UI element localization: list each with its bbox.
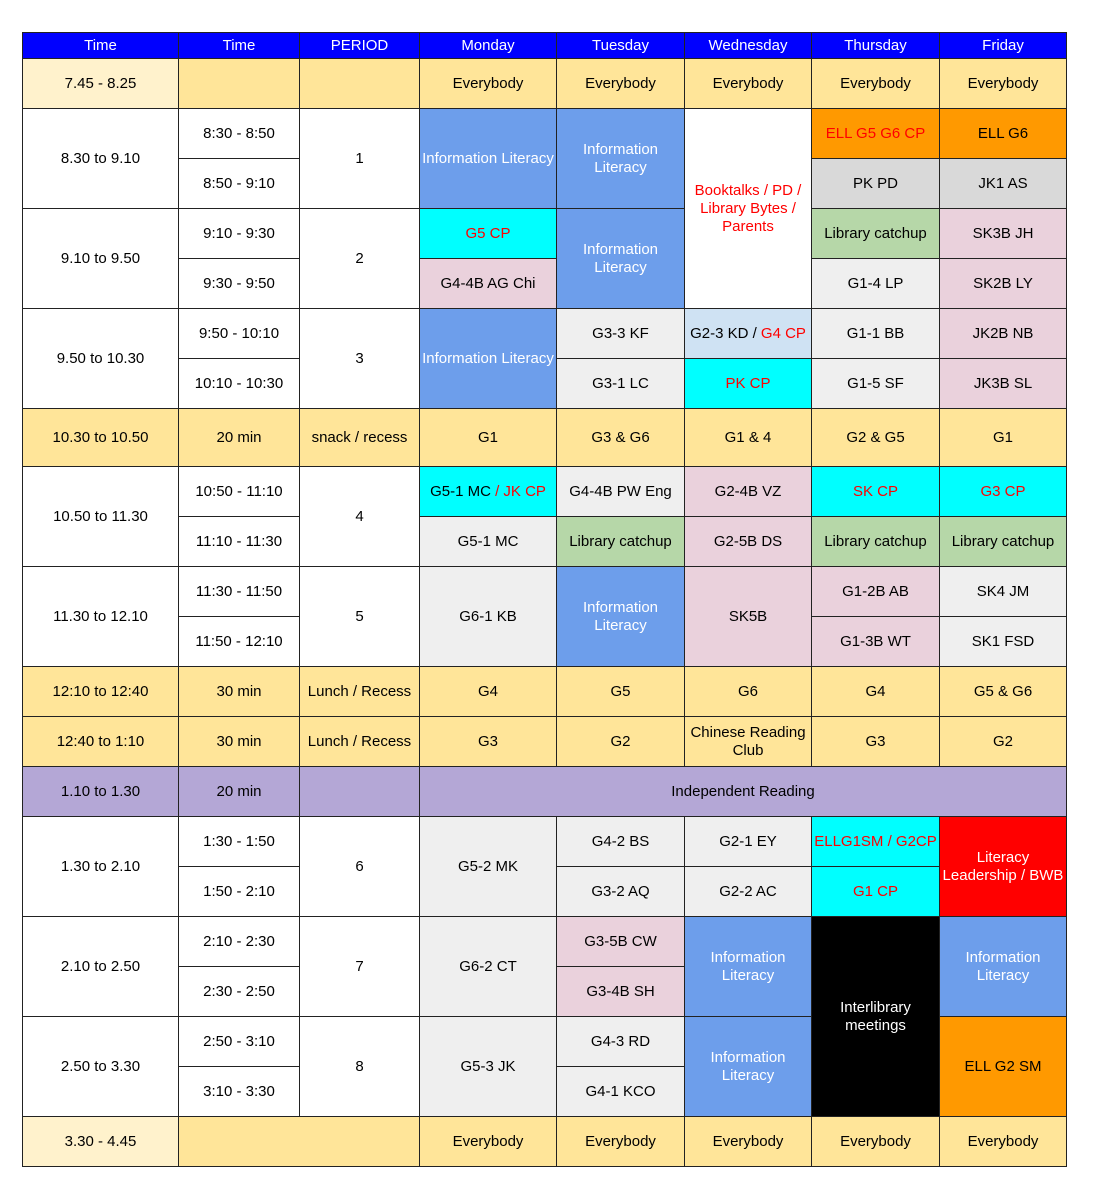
schedule-cell — [557, 667, 685, 717]
cell-text: 4 — [355, 507, 364, 525]
cell-text: G1-2B AB — [842, 582, 909, 600]
cell-text: G1-1 BB — [846, 324, 905, 342]
schedule-cell — [685, 1017, 812, 1117]
schedule-cell — [557, 409, 685, 467]
schedule-cell — [420, 767, 1067, 817]
schedule-cell — [685, 667, 812, 717]
cell-text: G1 CP — [852, 882, 898, 900]
schedule-cell — [812, 359, 940, 409]
cell-text: G5-1 MC — [457, 532, 519, 550]
schedule-cell — [940, 567, 1067, 617]
schedule-cell — [420, 309, 557, 409]
schedule-cell — [179, 667, 300, 717]
table-row — [23, 667, 1067, 717]
schedule-cell — [300, 59, 420, 109]
schedule-cell — [557, 109, 685, 209]
schedule-cell — [23, 59, 179, 109]
cell-text-segment: G4 CP — [760, 324, 806, 342]
cell-text: 8 — [355, 1057, 364, 1075]
schedule-cell — [179, 917, 300, 967]
schedule-cell — [557, 309, 685, 359]
schedule-cell — [812, 817, 940, 867]
cell-text: 12:40 to 1:10 — [56, 732, 145, 750]
cell-text: SK CP — [852, 482, 898, 500]
cell-text-segment: G5-1 MC — [430, 482, 496, 500]
header-tuesday: Tuesday — [557, 33, 685, 59]
cell-text: JK1 AS — [978, 174, 1028, 192]
cell-text: G5 — [610, 682, 631, 700]
cell-text: G1-4 LP — [847, 274, 904, 292]
cell-text: ELLG1SM / G2CP — [814, 832, 937, 850]
schedule-cell — [685, 467, 812, 517]
cell-text: G3-5B CW — [584, 932, 657, 950]
cell-text: 8.30 to 9.10 — [60, 149, 141, 167]
cell-text: Library catchup — [824, 532, 927, 550]
cell-text: Information Literacy — [422, 149, 554, 167]
cell-text: 1 — [355, 149, 364, 167]
cell-text: 2:50 - 3:10 — [203, 1032, 275, 1050]
cell-text: G4 — [865, 682, 886, 700]
cell-text: 2:10 - 2:30 — [203, 932, 275, 950]
schedule-cell — [940, 667, 1067, 717]
cell-text: G1 — [477, 428, 498, 446]
header-friday: Friday — [940, 33, 1067, 59]
cell-text: G4-4B AG Chi — [440, 274, 536, 292]
cell-text: G3 — [477, 732, 498, 750]
schedule-cell — [23, 717, 179, 767]
schedule-cell — [179, 967, 300, 1017]
table-row — [23, 1117, 1067, 1167]
cell-text: 9.10 to 9.50 — [60, 249, 141, 267]
cell-text: ELL G5 G6 CP — [825, 124, 926, 142]
schedule-cell — [685, 817, 812, 867]
cell-text-segment: / JK CP — [495, 482, 546, 500]
cell-text: G3 & G6 — [591, 428, 650, 446]
schedule-cell — [812, 867, 940, 917]
schedule-cell — [300, 667, 420, 717]
cell-text: Booktalks / PD / Library Bytes / Parents — [694, 181, 802, 235]
cell-text: 11.30 to 12.10 — [53, 607, 148, 625]
cell-text: Everybody — [452, 1132, 524, 1150]
schedule-cell — [300, 109, 420, 209]
cell-text: Library catchup — [569, 532, 672, 550]
cell-text: 7.45 - 8.25 — [64, 74, 137, 92]
header-time: Time — [23, 33, 179, 59]
schedule-cell — [23, 567, 179, 667]
cell-text: Chinese Reading Club — [690, 723, 806, 759]
cell-text: 9:10 - 9:30 — [203, 224, 275, 242]
schedule-cell — [812, 109, 940, 159]
schedule-cell — [812, 1117, 940, 1167]
cell-text: 10.50 to 11.30 — [53, 507, 148, 525]
cell-text: 2:30 - 2:50 — [203, 982, 275, 1000]
cell-text: 11:10 - 11:30 — [195, 532, 283, 550]
schedule-cell — [812, 517, 940, 567]
schedule-cell — [179, 259, 300, 309]
cell-text: 2.10 to 2.50 — [60, 957, 141, 975]
schedule-cell — [557, 567, 685, 667]
schedule-cell — [420, 467, 557, 517]
schedule-cell — [179, 817, 300, 867]
schedule-cell — [23, 1017, 179, 1117]
cell-text: G4-2 BS — [591, 832, 650, 850]
schedule-cell — [940, 359, 1067, 409]
schedule-cell — [685, 567, 812, 667]
schedule-cell — [420, 1117, 557, 1167]
schedule-cell — [812, 259, 940, 309]
cell-text: 1:30 - 1:50 — [203, 832, 275, 850]
cell-text: 8:50 - 9:10 — [203, 174, 275, 192]
schedule-cell — [557, 1117, 685, 1167]
schedule-cell — [940, 409, 1067, 467]
cell-text: ELL G2 SM — [964, 1057, 1042, 1075]
schedule-cell — [685, 917, 812, 1017]
cell-text: G2-1 EY — [719, 832, 777, 850]
library-timetable — [22, 32, 1067, 1167]
schedule-cell — [420, 259, 557, 309]
schedule-cell — [23, 409, 179, 467]
schedule-cell — [685, 717, 812, 767]
table-row — [23, 309, 1067, 359]
schedule-cell — [179, 409, 300, 467]
cell-text: SK1 FSD — [971, 632, 1035, 650]
schedule-cell — [812, 159, 940, 209]
cell-text: 9.50 to 10.30 — [56, 349, 145, 367]
schedule-cell — [23, 309, 179, 409]
schedule-cell — [420, 1017, 557, 1117]
schedule-cell — [23, 917, 179, 1017]
cell-text: G1 & 4 — [724, 428, 772, 446]
schedule-cell — [300, 717, 420, 767]
cell-text: 2.50 to 3.30 — [60, 1057, 141, 1075]
table-row — [23, 59, 1067, 109]
cell-text: G5-2 MK — [457, 857, 518, 875]
schedule-cell — [179, 209, 300, 259]
schedule-cell — [812, 917, 940, 1117]
table-row — [23, 259, 1067, 309]
cell-text: G4-4B PW Eng — [569, 482, 672, 500]
schedule-cell — [420, 517, 557, 567]
schedule-cell — [179, 567, 300, 617]
schedule-cell — [420, 567, 557, 667]
schedule-cell — [300, 409, 420, 467]
schedule-cell — [557, 867, 685, 917]
cell-text: Lunch / Recess — [307, 682, 412, 700]
schedule-cell — [300, 817, 420, 917]
cell-text: G3-4B SH — [586, 982, 655, 1000]
cell-text: Everybody — [585, 1132, 656, 1150]
header-wednesday: Wednesday — [685, 33, 812, 59]
schedule-cell — [179, 309, 300, 359]
cell-text: G3-2 AQ — [591, 882, 650, 900]
schedule-cell — [557, 517, 685, 567]
cell-text: Lunch / Recess — [307, 732, 412, 750]
cell-text: G5-3 JK — [460, 1057, 516, 1075]
schedule-cell — [940, 717, 1067, 767]
schedule-cell — [420, 209, 557, 259]
cell-text: Interlibrary meetings — [840, 998, 911, 1034]
schedule-cell — [812, 409, 940, 467]
schedule-cell — [940, 467, 1067, 517]
cell-text: snack / recess — [311, 428, 408, 446]
schedule-cell — [685, 517, 812, 567]
cell-text: G5 CP — [465, 224, 511, 242]
header-time-slot: Time — [179, 33, 300, 59]
schedule-cell — [940, 817, 1067, 917]
schedule-cell — [179, 59, 300, 109]
cell-text: Library catchup — [824, 224, 927, 242]
schedule-cell — [300, 1017, 420, 1117]
schedule-cell — [940, 209, 1067, 259]
schedule-cell — [812, 467, 940, 517]
schedule-cell — [420, 667, 557, 717]
header-thursday: Thursday — [812, 33, 940, 59]
schedule-cell — [420, 59, 557, 109]
schedule-cell — [685, 59, 812, 109]
schedule-cell — [23, 209, 179, 309]
table-row — [23, 209, 1067, 259]
cell-text: G5 & G6 — [973, 682, 1033, 700]
cell-text: G2 & G5 — [846, 428, 905, 446]
cell-text: SK5B — [728, 607, 768, 625]
schedule-cell — [23, 667, 179, 717]
cell-text: 7 — [355, 957, 364, 975]
cell-text: 3:10 - 3:30 — [203, 1082, 275, 1100]
schedule-cell — [685, 359, 812, 409]
cell-text: Everybody — [840, 74, 911, 92]
schedule-cell — [179, 159, 300, 209]
cell-text: 12:10 to 12:40 — [52, 682, 149, 700]
schedule-cell — [300, 567, 420, 667]
cell-text: 1:50 - 2:10 — [203, 882, 275, 900]
schedule-cell — [179, 617, 300, 667]
cell-text: Information Literacy — [582, 240, 659, 276]
cell-text: Information Literacy — [582, 598, 659, 634]
cell-text: G2 — [610, 732, 631, 750]
schedule-cell — [23, 817, 179, 917]
cell-text: G6-1 KB — [459, 607, 517, 625]
cell-text: G2 — [992, 732, 1013, 750]
schedule-cell — [179, 867, 300, 917]
table-row — [23, 717, 1067, 767]
schedule-cell — [420, 409, 557, 467]
cell-text: SK4 JM — [976, 582, 1030, 600]
schedule-cell — [420, 817, 557, 917]
schedule-cell — [685, 1117, 812, 1167]
cell-text: G2-4B VZ — [714, 482, 782, 500]
cell-text: G2-2 AC — [719, 882, 777, 900]
schedule-cell — [420, 917, 557, 1017]
schedule-cell — [812, 717, 940, 767]
schedule-cell — [557, 359, 685, 409]
cell-text: Information Literacy — [422, 349, 554, 367]
cell-text: 10:50 - 11:10 — [195, 482, 283, 500]
schedule-cell — [179, 767, 300, 817]
cell-text: Everybody — [585, 74, 656, 92]
schedule-cell — [940, 259, 1067, 309]
cell-text: G1-5 SF — [847, 374, 904, 392]
schedule-cell — [557, 717, 685, 767]
schedule-cell — [940, 617, 1067, 667]
cell-text: Information Literacy — [582, 140, 659, 176]
cell-text: JK2B NB — [972, 324, 1034, 342]
table-row — [23, 467, 1067, 517]
schedule-cell — [940, 59, 1067, 109]
schedule-cell — [557, 967, 685, 1017]
cell-text: G4-1 KCO — [585, 1082, 656, 1100]
schedule-cell — [557, 817, 685, 867]
table-row — [23, 817, 1067, 867]
cell-text: G3-1 LC — [592, 374, 649, 392]
schedule-cell — [420, 717, 557, 767]
cell-text: G1-3B WT — [840, 632, 911, 650]
table-row — [23, 917, 1067, 967]
schedule-cell — [300, 917, 420, 1017]
schedule-cell — [812, 617, 940, 667]
cell-text: Literacy Leadership / BWB — [942, 848, 1064, 884]
cell-text: JK3B SL — [973, 374, 1033, 392]
schedule-cell — [23, 109, 179, 209]
schedule-cell — [179, 467, 300, 517]
cell-text: 20 min — [216, 428, 262, 446]
schedule-cell — [940, 1017, 1067, 1117]
cell-text: Everybody — [967, 1132, 1039, 1150]
schedule-cell — [557, 467, 685, 517]
schedule-cell — [812, 309, 940, 359]
cell-text: 2 — [355, 249, 364, 267]
schedule-cell — [940, 109, 1067, 159]
schedule-cell — [812, 209, 940, 259]
cell-text: G6-2 CT — [459, 957, 517, 975]
cell-text: 30 min — [216, 682, 262, 700]
cell-text: 30 min — [216, 732, 262, 750]
schedule-cell — [685, 867, 812, 917]
cell-text: Everybody — [712, 1132, 784, 1150]
table-row — [23, 517, 1067, 567]
schedule-cell — [179, 1017, 300, 1067]
schedule-cell — [300, 309, 420, 409]
schedule-cell — [812, 567, 940, 617]
cell-text: G6 — [737, 682, 758, 700]
cell-text: 8:30 - 8:50 — [203, 124, 275, 142]
cell-text: 9:30 - 9:50 — [203, 274, 275, 292]
cell-text: Everybody — [452, 74, 524, 92]
cell-text: 20 min — [216, 782, 262, 800]
cell-text: Library catchup — [951, 532, 1055, 550]
cell-text: Everybody — [840, 1132, 911, 1150]
cell-text: Information Literacy — [710, 1048, 786, 1084]
schedule-cell — [179, 1117, 420, 1167]
table-row — [23, 567, 1067, 617]
schedule-cell — [940, 917, 1067, 1017]
cell-text: SK3B JH — [972, 224, 1034, 242]
cell-text: G2-5B DS — [713, 532, 783, 550]
cell-text: 10.30 to 10.50 — [52, 428, 149, 446]
cell-text: PK PD — [852, 174, 898, 192]
table-row — [23, 409, 1067, 467]
schedule-cell — [685, 109, 812, 309]
schedule-cell — [179, 109, 300, 159]
table-row — [23, 109, 1067, 159]
cell-text: Everybody — [712, 74, 784, 92]
schedule-cell — [557, 1067, 685, 1117]
cell-text: 11:30 - 11:50 — [195, 582, 283, 600]
cell-text-segment: G2-3 KD / — [690, 324, 761, 342]
header-row — [23, 33, 1067, 59]
cell-text: 1.10 to 1.30 — [60, 782, 141, 800]
schedule-cell — [557, 1017, 685, 1067]
schedule-cell — [179, 517, 300, 567]
schedule-cell — [557, 209, 685, 309]
schedule-cell — [300, 209, 420, 309]
cell-text: 1.30 to 2.10 — [60, 857, 141, 875]
cell-text: Information Literacy — [710, 948, 786, 984]
cell-text: G4-3 RD — [590, 1032, 651, 1050]
cell-text: G3-3 KF — [592, 324, 649, 342]
cell-text: Everybody — [967, 74, 1039, 92]
cell-text: G3 — [865, 732, 886, 750]
schedule-cell — [300, 767, 420, 817]
schedule-cell — [940, 1117, 1067, 1167]
schedule-cell — [812, 667, 940, 717]
schedule-cell — [300, 467, 420, 567]
schedule-cell — [23, 1117, 179, 1167]
cell-text: PK CP — [725, 374, 771, 392]
cell-text: 9:50 - 10:10 — [198, 324, 280, 342]
cell-text: G4 — [477, 682, 498, 700]
schedule-cell — [940, 517, 1067, 567]
cell-text: ELL G6 — [977, 124, 1029, 142]
cell-text: SK2B LY — [973, 274, 1033, 292]
cell-text: G1 — [992, 428, 1013, 446]
cell-text: 11:50 - 12:10 — [195, 632, 283, 650]
schedule-cell — [179, 359, 300, 409]
schedule-cell — [23, 467, 179, 567]
schedule-cell — [557, 59, 685, 109]
cell-text: Independent Reading — [671, 782, 815, 800]
header-period: PERIOD — [300, 33, 420, 59]
cell-text: 10:10 - 10:30 — [194, 374, 284, 392]
schedule-cell — [179, 1067, 300, 1117]
schedule-cell — [23, 767, 179, 817]
schedule-cell — [420, 109, 557, 209]
table-row — [23, 767, 1067, 817]
schedule-cell — [940, 159, 1067, 209]
schedule-cell — [179, 717, 300, 767]
cell-text: 5 — [355, 607, 364, 625]
cell-text: Information Literacy — [965, 948, 1041, 984]
header-monday: Monday — [420, 33, 557, 59]
schedule-cell — [812, 59, 940, 109]
cell-text: G3 CP — [980, 482, 1026, 500]
schedule-cell — [940, 309, 1067, 359]
schedule-cell — [685, 309, 812, 359]
cell-text: 3.30 - 4.45 — [64, 1132, 137, 1150]
schedule-cell — [685, 409, 812, 467]
schedule-cell — [557, 917, 685, 967]
cell-text: 6 — [355, 857, 364, 875]
cell-text: 3 — [355, 349, 364, 367]
